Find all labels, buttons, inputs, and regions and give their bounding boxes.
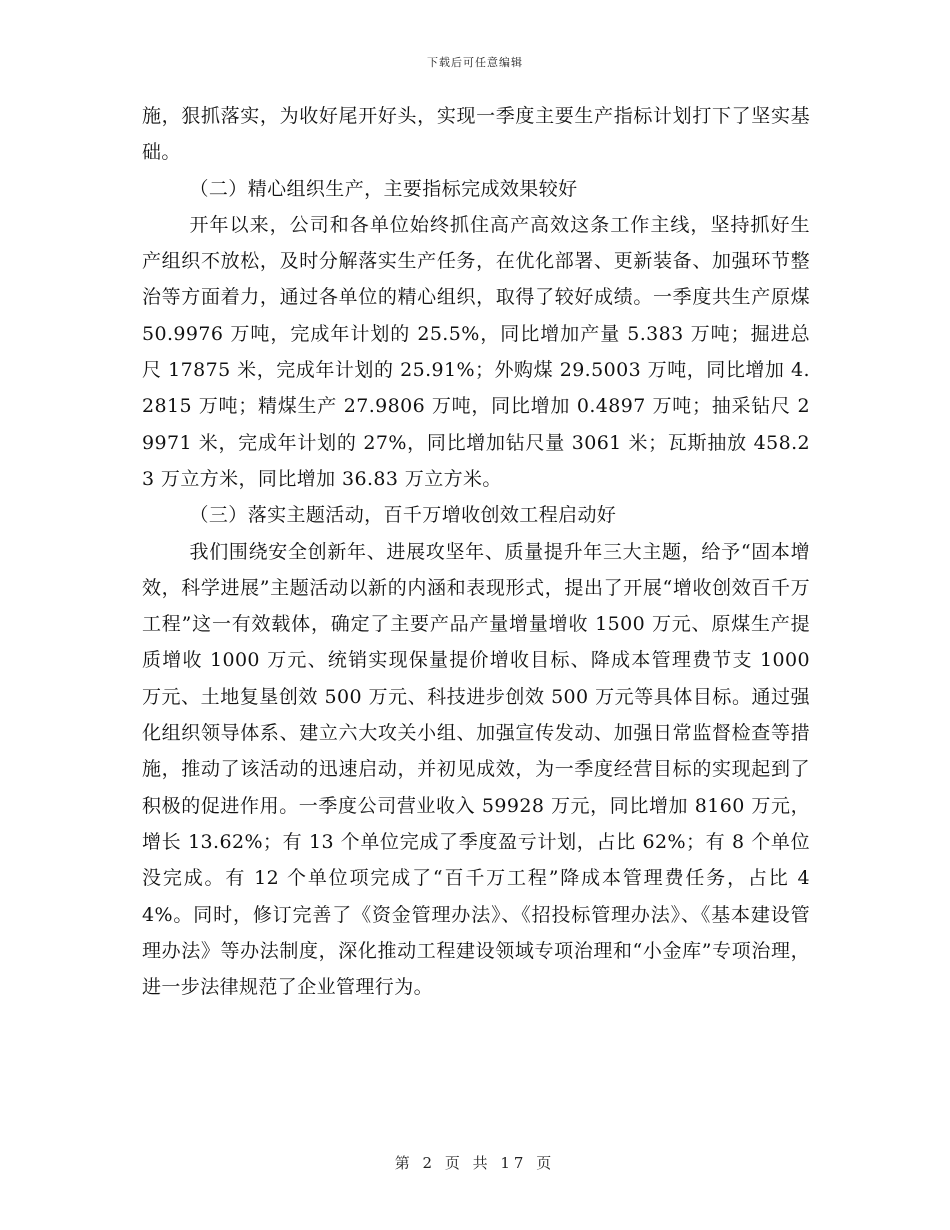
paragraph-production-results: 开年以来，公司和各单位始终抓住高产高效这条工作主线，坚持抓好生产组织不放松，及时分解落实生产任务，在优化部署、更新装备、加强环节整治等方面着力，通过各单位的精心组织，取得了较好成绩。一季度共生产原煤 50.9976 万吨，完成年计划的 25.5%，同比增加产量 5.383 万吨；掘进总尺 17875 米，完成年计划的 25.91%；外购煤 29.5003 万吨，同比增加 4.2815 万吨；精煤生产 27.9806 万吨，同比增加 0.4897 万吨；抽采钻尺 29971 米，完成年计划的 27%，同比增加钻尺量 3061 米；瓦斯抽放 458.23 万立方米，同比增加 36.83 万立方米。 xyxy=(142,213,810,490)
section-heading-theme-activity: （三）落实主题活动，百千万增收创效工程启动好 xyxy=(189,504,617,527)
page-number-footer: 第 2 页 共 17 页 xyxy=(394,1154,556,1172)
section-heading-production: （二）精心组织生产，主要指标完成效果较好 xyxy=(189,177,578,200)
paragraph-continuation: 施，狠抓落实，为收好尾开好头，实现一季度主要生产指标计划打下了坚实基础。 xyxy=(142,105,810,164)
paragraph-theme-activity: 我们围绕安全创新年、进展攻坚年、质量提升年三大主题，给予“固本增效，科学进展”主题活动以新的内涵和表现形式，提出了开展“增收创效百千万工程”这一有效载体，确定了主要产品产量增量增收 1500 万元、原煤生产提质增收 1000 万元、统销实现保量提价增收目标、降成本管理费节支 1000 万元、土地复垦创效 500 万元、科技进步创效 500 万元等具体目标。通过强化组织领导体系、建立六大攻关小组、加强宣传发动、加强日常监督检查等措施，推动了该活动的迅速启动，并初见成效，为一季度经营目标的实现起到了积极的促进作用。一季度公司营业收入 59928 万元，同比增加 8160 万元，增长 13.62%；有 13 个单位完成了季度盈亏计划，占比 62%；有 8 个单位没完成。有 12 个单位项完成了“百千万工程”降成本管理费任务，占比 44%。同时，修订完善了《资金管理办法》、《招投标管理办法》、《基本建设管理办法》等办法制度，深化推动工程建设领域专项治理和“小金库”专项治理，进一步法律规范了企业管理行为。 xyxy=(142,540,810,999)
document-body xyxy=(142,98,810,1005)
page-header: 下载后可任意编辑 xyxy=(427,56,523,69)
